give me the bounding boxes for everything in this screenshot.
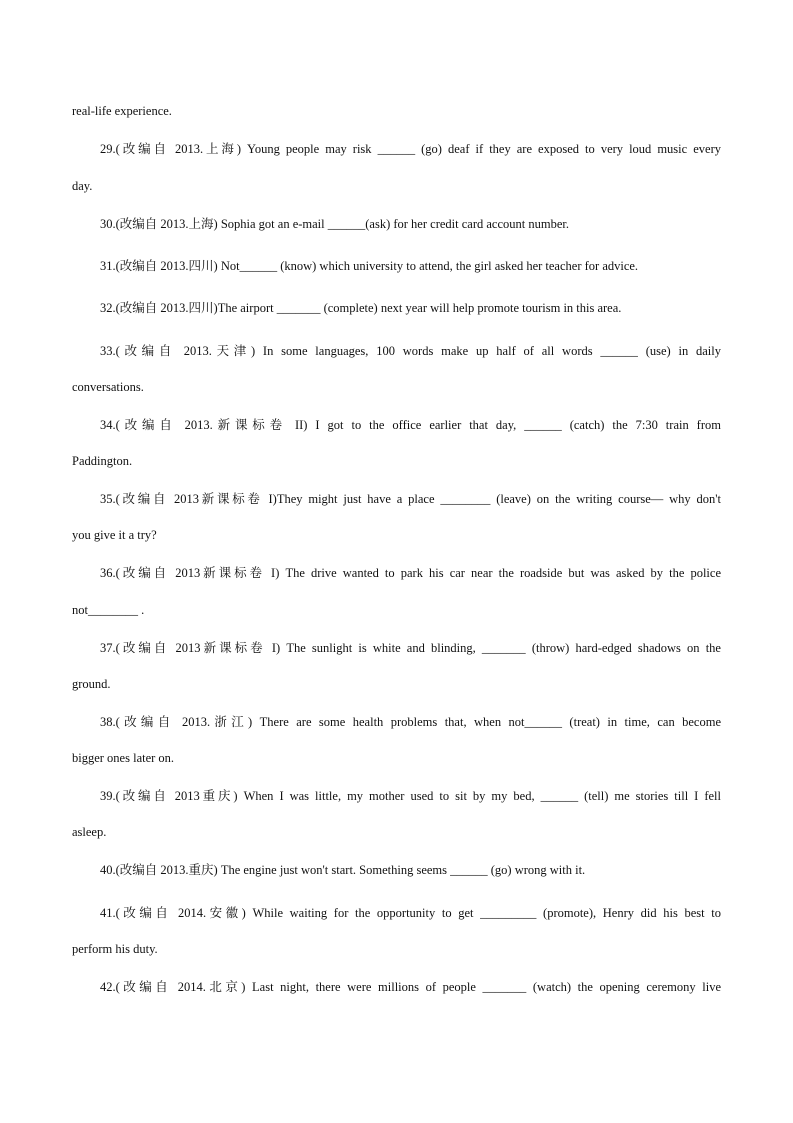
question-42: 42.(改编自 2014.北京) Last night, there were millions of people _______ (watch) the opening ceremony live <box>100 980 721 994</box>
question-39: 39.(改编自 2013重庆) When I was little, my mother used to sit by my bed, ______ (tell) me stories till I fell <box>100 789 721 803</box>
question-36: 36.(改编自 2013新课标卷 I) The drive wanted to park his car near the roadside but was asked by the police <box>100 566 721 580</box>
question-32: 32.(改编自 2013.四川)The airport _______ (complete) next year will help promote tourism in this area. <box>100 301 622 315</box>
question-30: 30.(改编自 2013.上海) Sophia got an e-mail ______(ask) for her credit card account number. <box>100 217 569 231</box>
text-line-continuation: perform his duty. <box>72 942 158 956</box>
text-line-continuation: not________ . <box>72 603 145 617</box>
question-38: 38.(改编自 2013.浙江) There are some health problems that, when not______ (treat) in time, can become <box>100 715 721 729</box>
text-line-continuation: day. <box>72 179 93 193</box>
text-line-continuation: conversations. <box>72 380 144 394</box>
text-line-continuation: real-life experience. <box>72 104 172 118</box>
text-line-continuation: you give it a try? <box>72 528 157 542</box>
question-31: 31.(改编自 2013.四川) Not______ (know) which university to attend, the girl asked her teacher for advice. <box>100 259 639 273</box>
question-29: 29.(改编自 2013.上海) Young people may risk ______ (go) deaf if they are exposed to very loud music every <box>100 142 721 156</box>
text-line-continuation: Paddington. <box>72 454 133 468</box>
text-line-continuation: bigger ones later on. <box>72 751 175 765</box>
question-34: 34.(改编自 2013.新课标卷 II) I got to the office earlier that day, ______ (catch) the 7:30 train from <box>100 418 721 432</box>
question-35: 35.(改编自 2013新课标卷 I)They might just have a place ________ (leave) on the writing course— why don't <box>100 492 721 506</box>
text-line-continuation: asleep. <box>72 825 107 839</box>
question-40: 40.(改编自 2013.重庆) The engine just won't start. Something seems ______ (go) wrong with it. <box>100 863 586 877</box>
question-41: 41.(改编自 2014.安徽) While waiting for the opportunity to get _________ (promote), Henry did his best to <box>100 906 721 920</box>
text-line-continuation: ground. <box>72 677 111 691</box>
question-37: 37.(改编自 2013新课标卷 I) The sunlight is white and blinding, _______ (throw) hard-edged shadows on the <box>100 641 721 655</box>
question-33: 33.(改编自 2013.天津) In some languages, 100 words make up half of all words ______ (use) in daily <box>100 344 721 358</box>
